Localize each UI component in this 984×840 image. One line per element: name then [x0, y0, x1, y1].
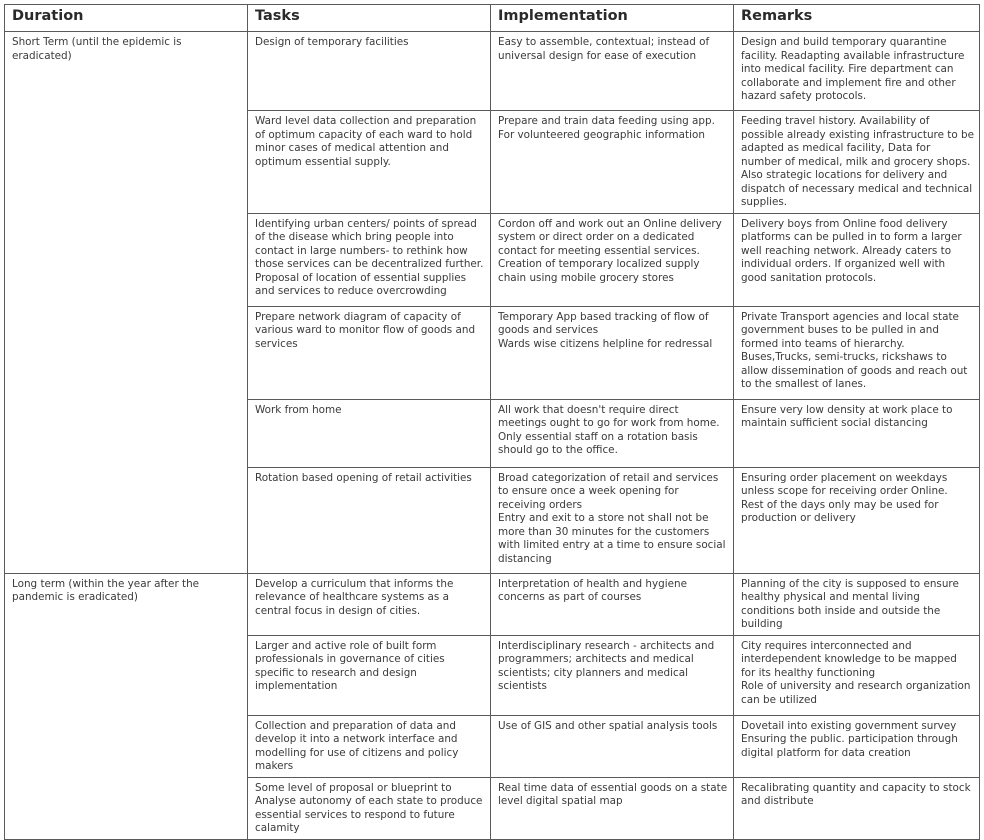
- header-implementation: Implementation: [491, 5, 734, 32]
- cell-paragraph: City requires interconnected and interdependent knowledge to be mapped for its healthy functioning: [741, 639, 957, 679]
- header-remarks: Remarks: [734, 5, 980, 32]
- cell-paragraph: Role of university and research organization can be utilized: [741, 680, 971, 706]
- implementation-cell: [491, 399, 734, 467]
- cell-paragraph: Ensuring order placement on weekdays unless scope for receiving order Online.: [741, 471, 948, 497]
- cell-paragraph: Only essential staff on a rotation basis should go to the office.: [498, 430, 698, 456]
- cell-paragraph: Identifying urban centers/ points of spread of the disease which bring people into contact in large numbers- to rethink how those services can be decentralized further.: [255, 217, 484, 270]
- task-cell: Rotation based opening of retail activities: [248, 467, 491, 573]
- cell-paragraph: Wards wise citizens helpline for redressal: [498, 337, 713, 350]
- cell-paragraph: Broad categorization of retail and services to ensure once a week opening for receiving orders: [498, 471, 719, 511]
- header-tasks: Tasks: [248, 5, 491, 32]
- cell-paragraph: Proposal of location of essential supplies and services to reduce overcrowding: [255, 271, 467, 297]
- cell-paragraph: Cordon off and work out an Online delivery system or direct order on a dedicated contact for meeting essential services.: [498, 217, 722, 257]
- duration-long-term: Long term (within the year after the pandemic is eradicated): [5, 573, 248, 839]
- cell-paragraph: Rest of the days only may be used for production or delivery: [741, 498, 939, 524]
- remarks-cell: Ensure very low density at work place to maintain sufficient social distancing: [734, 399, 980, 467]
- header-row: [5, 5, 980, 32]
- duration-short-term: Short Term (until the epidemic is eradicated): [5, 32, 248, 574]
- task-cell: Some level of proposal or blueprint to Analyse autonomy of each state to produce essential services to respond to future calamity: [248, 777, 491, 839]
- task-cell: Develop a curriculum that informs the relevance of healthcare systems as a central focus in design of cities.: [248, 573, 491, 635]
- implementation-cell: Easy to assemble, contextual; instead of universal design for ease of execution: [491, 32, 734, 111]
- remarks-cell: Private Transport agencies and local state government buses to be pulled in and formed into teams of hierarchy. Buses,Trucks, semi-trucks, rickshaws to allow dissemination of goods and reach out to the smallest of lanes.: [734, 306, 980, 399]
- implementation-cell: Interpretation of health and hygiene concerns as part of courses: [491, 573, 734, 635]
- implementation-cell: Use of GIS and other spatial analysis tools: [491, 715, 734, 777]
- task-cell: Prepare network diagram of capacity of various ward to monitor flow of goods and services: [248, 306, 491, 399]
- header-duration: Duration: [5, 5, 248, 32]
- table-row: [5, 32, 980, 111]
- task-cell: Work from home: [248, 399, 491, 467]
- cell-paragraph: Dovetail into existing government survey: [741, 719, 957, 732]
- implementation-cell: Interdisciplinary research - architects and programmers; architects and medical scientists; city planners and medical scientists: [491, 635, 734, 715]
- remarks-cell: [734, 635, 980, 715]
- cell-paragraph: Entry and exit to a store not shall not be more than 30 minutes for the customers with limited entry at a time to ensure social distancing: [498, 512, 726, 565]
- remarks-cell: Design and build temporary quarantine facility. Readapting available infrastructure into medical facility. Fire department can collaborate and implement fire and other hazard safety protocols.: [734, 32, 980, 111]
- remarks-cell: [734, 715, 980, 777]
- cell-paragraph: Creation of temporary localized supply chain using mobile grocery stores: [498, 258, 700, 284]
- remarks-cell: Delivery boys from Online food delivery platforms can be pulled in to form a larger well reaching network. Already caters to individual orders. If organized well with good sanitation protocols.: [734, 213, 980, 306]
- implementation-cell: [491, 467, 734, 573]
- implementation-cell: Real time data of essential goods on a state level digital spatial map: [491, 777, 734, 839]
- task-cell: Collection and preparation of data and develop it into a network interface and modelling for use of citizens and policy makers: [248, 715, 491, 777]
- task-cell: Ward level data collection and preparation of optimum capacity of each ward to hold minor cases of medical attention and optimum essential supply.: [248, 111, 491, 214]
- implementation-cell: Prepare and train data feeding using app. For volunteered geographic information: [491, 111, 734, 214]
- plan-table: [4, 4, 980, 840]
- implementation-cell: [491, 306, 734, 399]
- implementation-cell: [491, 213, 734, 306]
- remarks-cell: [734, 467, 980, 573]
- cell-paragraph: Ensuring the public. participation through digital platform for data creation: [741, 733, 958, 759]
- remarks-cell: Planning of the city is supposed to ensure healthy physical and mental living conditions both inside and outside the building: [734, 573, 980, 635]
- table-row: [5, 573, 980, 635]
- cell-paragraph: All work that doesn't require direct meetings ought to go for work from home.: [498, 403, 720, 429]
- task-cell: Larger and active role of built form professionals in governance of cities specific to research and design implementation: [248, 635, 491, 715]
- cell-paragraph: Temporary App based tracking of flow of goods and services: [498, 310, 709, 336]
- remarks-cell: Recalibrating quantity and capacity to stock and distribute: [734, 777, 980, 839]
- task-cell: Design of temporary facilities: [248, 32, 491, 111]
- remarks-cell: Feeding travel history. Availability of possible already existing infrastructure to be adapted as medical facility, Data for number of medical, milk and grocery shops. Also strategic locations for delivery and dispatch of necessary medical and technical supplies.: [734, 111, 980, 214]
- task-cell: [248, 213, 491, 306]
